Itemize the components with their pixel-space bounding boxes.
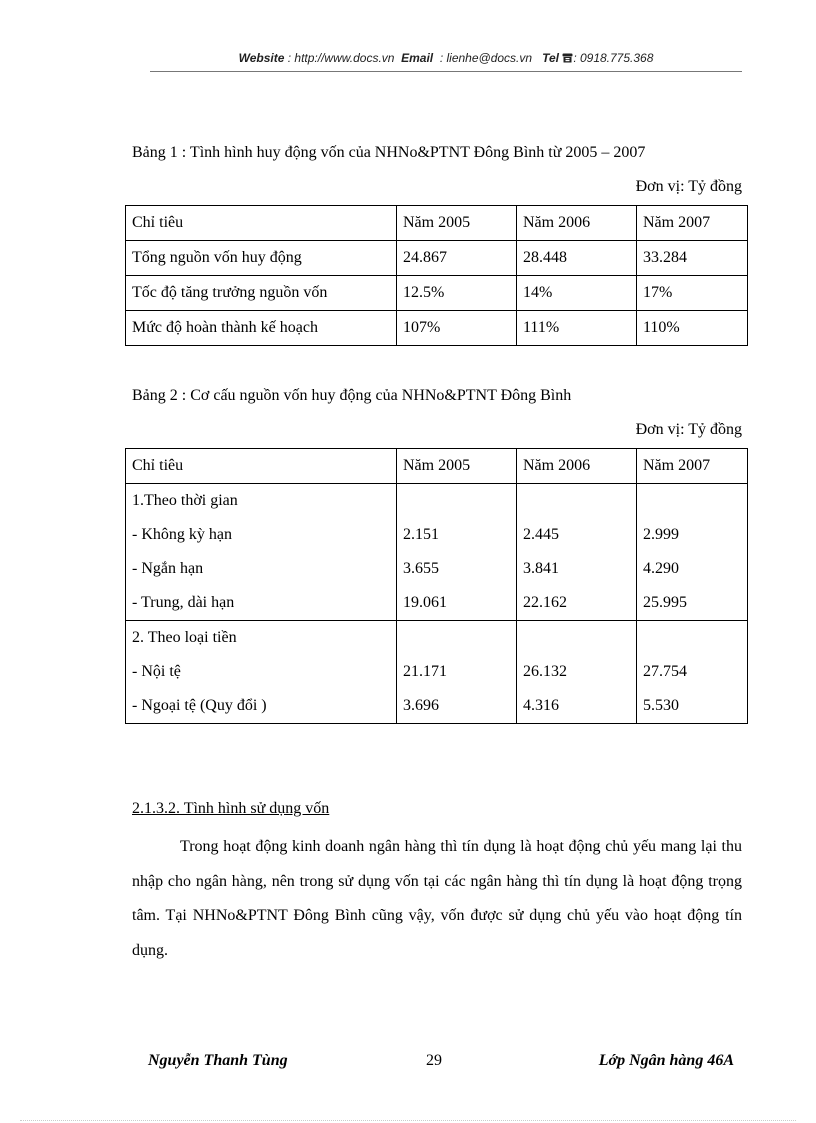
row-label: - Không kỳ hạn (132, 526, 232, 543)
group-values-2005 (397, 484, 517, 621)
table2-unit: Đơn vị: Tỷ đồng (635, 421, 742, 438)
group-values-2007 (637, 621, 748, 724)
cell-value: 25.995 (643, 594, 687, 611)
email-label: Email (401, 51, 434, 65)
cell-value: 19.061 (403, 594, 447, 611)
page-bottom-divider (20, 1120, 796, 1121)
row-label: - Ngoại tệ (Quy đổi ) (132, 697, 267, 714)
table1-unit: Đơn vị: Tỷ đồng (635, 178, 742, 195)
page-header (150, 51, 742, 71)
body-paragraph: Trong hoạt động kinh doanh ngân hàng thì tín dụng là hoạt động chủ yếu mang lại thu nhập cho ngân hàng, nên trong sử dụng vốn tại các ngân hàng thì tín dụng là hoạt động trọng tâm. Tại NHNo&PTNT Đông Bình cũng vậy, vốn được sử dụng chủ yếu vào hoạt động tín dụng. (132, 838, 742, 959)
table2-caption: Bảng 2 : Cơ cấu nguồn vốn huy động của NHNo&PTNT Đông Bình (132, 387, 572, 404)
cell-value: 3.696 (403, 697, 439, 714)
cell-value: 26.132 (523, 663, 567, 680)
table1-caption: Bảng 1 : Tình hình huy động vốn của NHNo&PTNT Đông Bình từ 2005 – 2007 (132, 144, 646, 161)
cell-value: 22.162 (523, 594, 567, 611)
header-cell: Năm 2006 (517, 206, 637, 241)
cell-value: 3.655 (403, 560, 439, 577)
header-cell: Chỉ tiêu (126, 449, 397, 484)
page-number: 29 (426, 1052, 442, 1069)
table-header-row (126, 206, 748, 241)
header-divider (150, 71, 742, 72)
cell-value: 2.445 (523, 526, 559, 543)
row-label: - Trung, dài hạn (132, 594, 235, 611)
row-label: Tốc độ tăng trưởng nguồn vốn (126, 276, 397, 311)
cell-value: 2.999 (643, 526, 679, 543)
cell-value: 3.841 (523, 560, 559, 577)
group-title: 2. Theo loại tiền (132, 629, 237, 646)
cell-value: 4.290 (643, 560, 679, 577)
table-row (126, 276, 748, 311)
group-values-2007 (637, 484, 748, 621)
cell-value: 5.530 (643, 697, 679, 714)
website-label: Website (238, 51, 285, 65)
email-value[interactable]: : lienhe@docs.vn (439, 51, 533, 65)
group-values-2006 (517, 621, 637, 724)
table-row (126, 311, 748, 346)
page-footer (130, 1052, 740, 1074)
group-values-2006 (517, 484, 637, 621)
header-cell: Năm 2005 (397, 449, 517, 484)
row-label: Mức độ hoàn thành kế hoạch (126, 311, 397, 346)
footer-author: Nguyễn Thanh Tùng (148, 1052, 288, 1069)
cell-value: 33.284 (637, 241, 748, 276)
phone-icon (562, 52, 573, 66)
group-title: 1.Theo thời gian (132, 492, 238, 509)
cell-value: 111% (517, 311, 637, 346)
header-cell: Năm 2007 (637, 449, 748, 484)
cell-value: 107% (397, 311, 517, 346)
cell-value: 27.754 (643, 663, 687, 680)
row-label: Tổng nguồn vốn huy động (126, 241, 397, 276)
group-values-2005 (397, 621, 517, 724)
cell-value: 110% (637, 311, 748, 346)
table1 (125, 205, 748, 346)
group-labels (126, 621, 397, 724)
section-heading: 2.1.3.2. Tình hình sử dụng vốn (132, 800, 330, 817)
table-header-row (126, 449, 748, 484)
header-cell: Chỉ tiêu (126, 206, 397, 241)
cell-value: 17% (637, 276, 748, 311)
group-labels (126, 484, 397, 621)
row-label: - Nội tệ (132, 663, 181, 680)
row-label: - Ngắn hạn (132, 560, 204, 577)
header-cell: Năm 2006 (517, 449, 637, 484)
cell-value: 2.151 (403, 526, 439, 543)
website-value[interactable]: : http://www.docs.vn (287, 51, 395, 65)
cell-value: 24.867 (397, 241, 517, 276)
table-group (126, 484, 748, 621)
cell-value: 4.316 (523, 697, 559, 714)
cell-value: 21.171 (403, 663, 447, 680)
cell-value: 14% (517, 276, 637, 311)
cell-value: 12.5% (397, 276, 517, 311)
header-cell: Năm 2005 (397, 206, 517, 241)
table-row (126, 241, 748, 276)
table-group (126, 621, 748, 724)
tel-value: : 0918.775.368 (573, 51, 654, 65)
header-cell: Năm 2007 (637, 206, 748, 241)
cell-value: 28.448 (517, 241, 637, 276)
table2 (125, 448, 748, 724)
footer-class: Lớp Ngân hàng 46A (598, 1052, 734, 1069)
tel-label: Tel (542, 51, 559, 65)
